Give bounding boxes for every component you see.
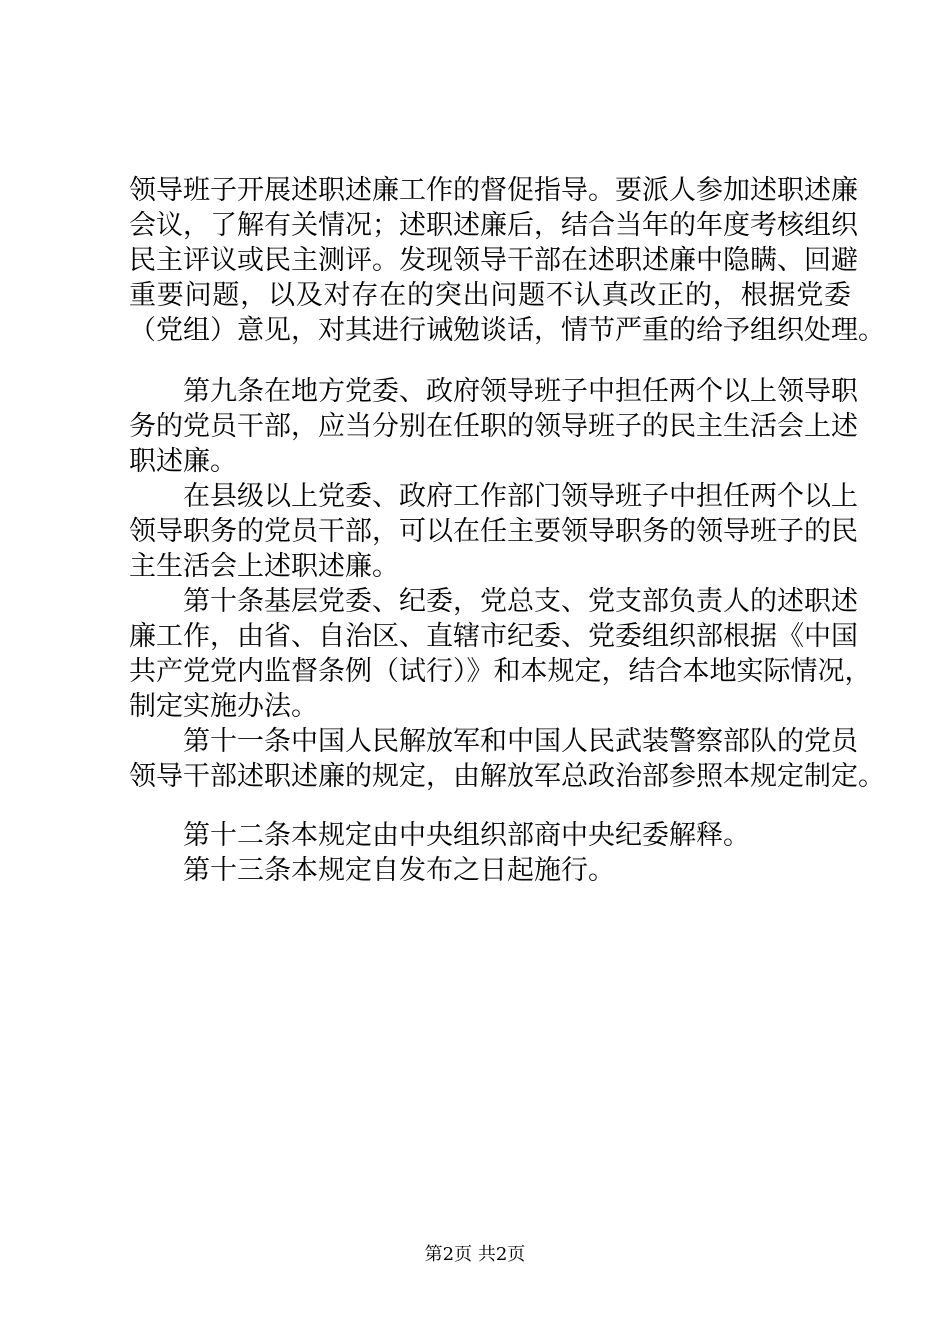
page-number-footer: 第2页 共2页 (424, 1244, 526, 1265)
text-line: 制定实施办法。 (129, 691, 318, 722)
text-line: 领导班子开展述职述廉工作的督促指导。要派人参加述职述廉 (129, 175, 858, 206)
article-12: 第十二条本规定由中央组织部商中央纪委解释。 (183, 820, 750, 851)
text-line: 在县级以上党委、政府工作部门领导班子中担任两个以上 (183, 481, 858, 512)
paragraph-spacer (129, 794, 851, 818)
text-line: 第九条在地方党委、政府领导班子中担任两个以上领导职 (183, 376, 858, 407)
article-10 (129, 584, 872, 724)
article-9 (129, 374, 858, 479)
text-line: 廉工作，由省、自治区、直辖市纪委、党委组织部根据《中国 (129, 621, 858, 652)
text-line: 主生活会上述职述廉。 (129, 551, 399, 582)
article-11 (129, 724, 885, 794)
paragraph-spacer (129, 348, 851, 374)
text-line: 共产党党内监督条例（试行）》和本规定，结合本地实际情况， (129, 656, 872, 687)
text-line: 领导职务的党员干部，可以在任主要领导职务的领导班子的民 (129, 516, 858, 547)
article-13: 第十三条本规定自发布之日起施行。 (183, 855, 615, 886)
text-line: 会议，了解有关情况；述职述廉后，结合当年的年度考核组织 (129, 210, 858, 241)
text-line: 务的党员干部，应当分别在任职的领导班子的民主生活会上述 (129, 411, 858, 442)
text-line: 民主评议或民主测评。发现领导干部在述职述廉中隐瞒、回避 (129, 245, 858, 276)
article-9-paragraph-2 (129, 479, 858, 584)
paragraph-continuation (129, 173, 885, 348)
text-line: 职述廉。 (129, 446, 237, 477)
text-line: 第十一条中国人民解放军和中国人民武装警察部队的党员 (183, 726, 858, 757)
text-line: 领导干部述职述廉的规定，由解放军总政治部参照本规定制定。 (129, 761, 885, 792)
text-line: （党组）意见，对其进行诫勉谈话，情节严重的给予组织处理。 (129, 315, 885, 346)
text-line: 重要问题，以及对存在的突出问题不认真改正的，根据党委 (129, 280, 851, 311)
text-line: 第十条基层党委、纪委，党总支、党支部负责人的述职述 (183, 586, 858, 617)
document-body (129, 173, 885, 888)
